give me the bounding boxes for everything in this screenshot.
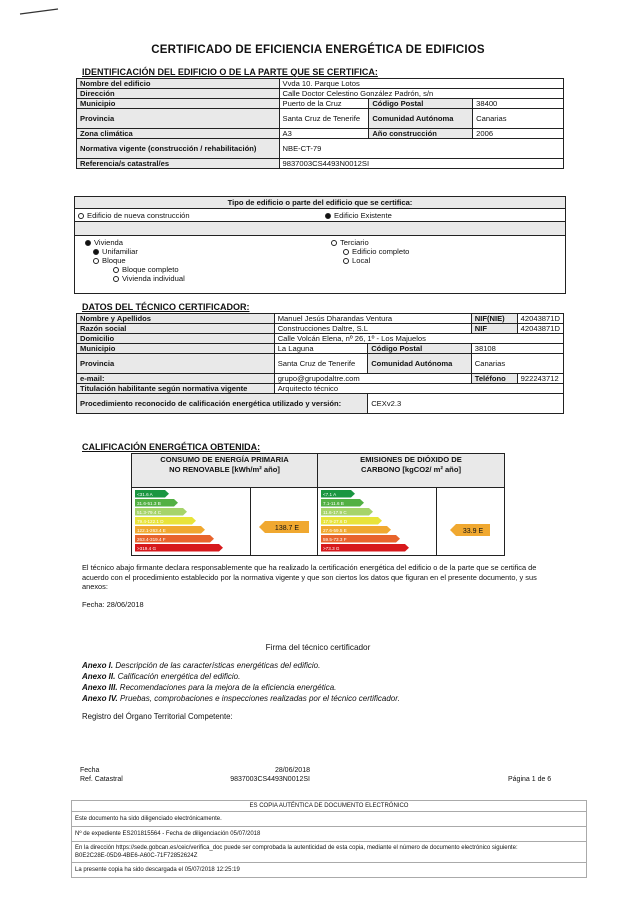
option-terciario-label: Terciario (340, 238, 369, 247)
consumo-title: CONSUMO DE ENERGÍA PRIMARIA NO RENOVABLE [kWh/m² año] (132, 454, 317, 488)
annex-text: Pruebas, comprobaciones e inspecciones realizadas por el técnico certificador. (119, 694, 400, 703)
value-telefono: 922243712 (517, 374, 563, 384)
footer-fecha-label: Fecha (80, 767, 100, 774)
emisiones-bar-label: >73.3 G (323, 546, 340, 551)
pen-mark (18, 6, 60, 16)
footer-ref-value: 9837003CS4493N0012SI (230, 776, 310, 783)
radio-terciario-icon (331, 240, 337, 246)
value-nombre-edificio: Vvda 10. Parque Lotos (279, 79, 563, 89)
annex-number: Anexo I. (82, 661, 114, 670)
option-edificio-completo (343, 247, 409, 256)
option-existente (325, 211, 392, 220)
value-referencia-catastral: 9837003CS4493N0012SI (279, 159, 563, 169)
option-bloque-completo (113, 265, 179, 274)
label-comunidad: Comunidad Autónoma (369, 109, 473, 129)
signature-label: Firma del técnico certificador (265, 643, 371, 652)
consumo-bar-label: 79.4-122.1 D (137, 519, 164, 524)
emisiones-bar-label: 59.5-73.3 F (323, 537, 347, 542)
emisiones-value: 33.9 E (462, 528, 484, 535)
copy-title: ES COPIA AUTÉNTICA DE DOCUMENTO ELECTRÓNICO (72, 801, 587, 812)
radio-existente-icon (325, 213, 331, 219)
annex-number: Anexo II. (82, 672, 116, 681)
emisiones-indicator (450, 524, 490, 536)
label-anio-construccion: Año construcción (369, 129, 473, 139)
label-direccion: Dirección (77, 89, 280, 99)
option-local-label: Local (352, 256, 371, 265)
label-nif-nie: NIF(NIE) (471, 314, 517, 324)
value-codigo-postal: 38400 (473, 99, 564, 109)
annex-item (82, 682, 400, 693)
radio-vivienda-individual-icon (113, 276, 119, 282)
label-provincia: Provincia (77, 109, 280, 129)
option-bloque (93, 256, 126, 265)
page-title: CERTIFICADO DE EFICIENCIA ENERGÉTICA DE EDIFICIOS (151, 44, 485, 56)
label-razon-social: Razón social (77, 324, 275, 334)
emisiones-bar-label: 27.6-59.5 E (323, 528, 347, 533)
technician-table (76, 313, 564, 414)
emisiones-bar-label: 7.1-11.6 B (323, 501, 344, 506)
label-procedimiento: Procedimiento reconocido de calificación energética utilizado y versión: (77, 394, 368, 414)
radio-nueva-icon (78, 213, 84, 219)
declaration-text: El técnico abajo firmante declara responsablemente que ha realizado la certificación energética del edificio o de la parte que se certifica de acuerdo con el procedimiento establecido por la normativa vigente y que son ciertos los datos que figuran en el presente documento, y sus anexos: (82, 563, 537, 591)
option-vivienda-individual (113, 274, 185, 283)
value-anio-construccion: 2006 (473, 129, 564, 139)
rating-heading: CALIFICACIÓN ENERGÉTICA OBTENIDA: (82, 442, 261, 452)
consumo-bar-label: 122.1-263.4 E (137, 528, 166, 533)
label-nombre-edificio: Nombre del edificio (77, 79, 280, 89)
option-existente-label: Edificio Existente (334, 211, 392, 220)
label-zona-climatica: Zona climática (77, 129, 280, 139)
footer-labels (80, 766, 123, 784)
option-vivienda-individual-label: Vivienda individual (122, 274, 185, 283)
page-number: Página 1 de 6 (508, 776, 552, 783)
label-telefono: Teléfono (471, 374, 517, 384)
identification-table (76, 78, 564, 169)
label-referencia-catastral: Referencia/s catastral/es (77, 159, 280, 169)
copy-line-3: En la dirección https://sede.gobcan.es/ceic/verifica_doc puede ser comprobada la autenticidad de esta copia, mediante el número de documento electrónico siguiente: (75, 845, 518, 851)
emisiones-bar-label: 17.9-27.6 D (323, 519, 348, 524)
radio-bloque-icon (93, 258, 99, 264)
label-titulacion: Titulación habilitante según normativa vigente (77, 384, 275, 394)
value-comunidad: Canarias (473, 109, 564, 129)
label-codigo-postal: Código Postal (369, 99, 473, 109)
radio-local-icon (343, 258, 349, 264)
blank-row (75, 222, 565, 236)
label-nif: NIF (471, 324, 517, 334)
consumo-bar-label: 31.6-51.3 B (137, 501, 161, 506)
footer-ref-label: Ref. Catastral (80, 776, 123, 783)
value-municipio-tecnico: La Laguna (274, 344, 368, 354)
emisiones-bar-label: <7.1 A (323, 492, 337, 497)
label-normativa: Normativa vigente (construcción / rehabilitación) (77, 139, 280, 159)
identification-heading: IDENTIFICACIÓN DEL EDIFICIO O DE LA PARTE QUE SE CERTIFICA: (82, 67, 378, 77)
annex-text: Recomendaciones para la mejora de la eficiencia energética. (119, 683, 337, 692)
copy-line-1: Este documento ha sido diligenciado electrónicamente. (72, 812, 587, 827)
consumo-value: 138.7 E (274, 525, 300, 532)
consumo-bar-label: 51.3-79.4 C (137, 510, 162, 515)
consumo-panel (131, 453, 318, 556)
option-terciario (331, 238, 369, 247)
building-type-heading: Tipo de edificio o parte del edificio que se certifica: (75, 197, 565, 209)
option-vivienda (85, 238, 123, 247)
copy-code: B0E2C28E-05D9-4BE6-A60C-71F72852624Z (75, 853, 198, 859)
option-bloque-label: Bloque (102, 256, 126, 265)
value-nif: 42043871D (517, 324, 563, 334)
annex-text: Descripción de las características energéticas del edificio. (115, 661, 321, 670)
technician-heading: DATOS DEL TÉCNICO CERTIFICADOR: (82, 302, 250, 312)
option-nueva-construccion (78, 211, 190, 220)
value-razon-social: Construcciones Daltre, S.L (274, 324, 471, 334)
registry-label: Registro del Órgano Territorial Competente: (82, 712, 233, 721)
copy-line-2: Nº de expediente ES201815564 - Fecha de diligenciación 05/07/2018 (72, 827, 587, 842)
annex-number: Anexo III. (82, 683, 118, 692)
footer-fecha-value: 28/06/2018 (274, 767, 310, 774)
option-bloque-completo-label: Bloque completo (122, 265, 179, 274)
option-edificio-completo-label: Edificio completo (352, 247, 410, 256)
value-provincia: Santa Cruz de Tenerife (279, 109, 369, 129)
annex-item (82, 693, 400, 704)
label-email: e-mail: (77, 374, 275, 384)
option-unifamiliar-label: Unifamiliar (102, 247, 138, 256)
label-domicilio: Domicilio (77, 334, 275, 344)
label-provincia-tecnico: Provincia (77, 354, 275, 374)
consumo-bar-label: >319.4 G (137, 546, 157, 551)
consumo-scale (135, 490, 251, 554)
label-codigo-postal-tecnico: Código Postal (368, 344, 472, 354)
radio-vivienda-icon (85, 240, 91, 246)
declaration-date: Fecha: 28/06/2018 (82, 600, 144, 609)
radio-bloque-completo-icon (113, 267, 119, 273)
copy-verification (72, 842, 587, 863)
value-domicilio: Calle Volcán Elena, nº 26, 1º - Los Majuelos (274, 334, 563, 344)
label-comunidad-tecnico: Comunidad Autónoma (368, 354, 472, 374)
value-municipio: Puerto de la Cruz (279, 99, 369, 109)
consumo-bar-label: <31.6 A (137, 492, 153, 497)
value-provincia-tecnico: Santa Cruz de Tenerife (274, 354, 368, 374)
label-municipio: Municipio (77, 99, 280, 109)
option-unifamiliar (93, 247, 138, 256)
option-vivienda-label: Vivienda (94, 238, 123, 247)
label-municipio-tecnico: Municipio (77, 344, 275, 354)
value-normativa: NBE-CT-79 (279, 139, 563, 159)
annex-number: Anexo IV. (82, 694, 118, 703)
annex-text: Calificación energética del edificio. (117, 672, 241, 681)
value-codigo-postal-tecnico: 38108 (471, 344, 563, 354)
option-local (343, 256, 370, 265)
radio-edificio-completo-icon (343, 249, 349, 255)
value-email: grupo@grupodaltre.com (274, 374, 471, 384)
building-type-box (74, 196, 566, 294)
radio-unifamiliar-icon (93, 249, 99, 255)
value-titulacion: Arquitecto técnico (274, 384, 563, 394)
annex-item (82, 671, 400, 682)
option-nueva-label: Edificio de nueva construcción (87, 211, 190, 220)
copy-line-5: La presente copia ha sido descargada el 05/07/2018 12:25:19 (72, 863, 587, 878)
footer-values (200, 766, 310, 784)
authentic-copy-box (71, 800, 587, 878)
emisiones-panel (317, 453, 505, 556)
value-comunidad-tecnico: Canarias (471, 354, 563, 374)
value-zona-climatica: A3 (279, 129, 369, 139)
label-nombre-apellidos: Nombre y Apellidos (77, 314, 275, 324)
value-procedimiento: CEXv2.3 (368, 394, 564, 414)
emisiones-title: EMISIONES DE DIÓXIDO DE CARBONO [kgCO2/ m² año] (318, 454, 504, 488)
consumo-bar-label: 263.4-319.4 F (137, 537, 166, 542)
value-nombre-apellidos: Manuel Jesús Dharandas Ventura (274, 314, 471, 324)
consumo-indicator (259, 521, 309, 533)
emisiones-bar-label: 11.6-17.9 C (323, 510, 347, 515)
value-direccion: Calle Doctor Celestino González Padrón, s/n (279, 89, 563, 99)
annex-list (82, 660, 400, 704)
emisiones-scale (321, 490, 437, 554)
annex-item (82, 660, 400, 671)
value-nif-nie: 42043871D (517, 314, 563, 324)
